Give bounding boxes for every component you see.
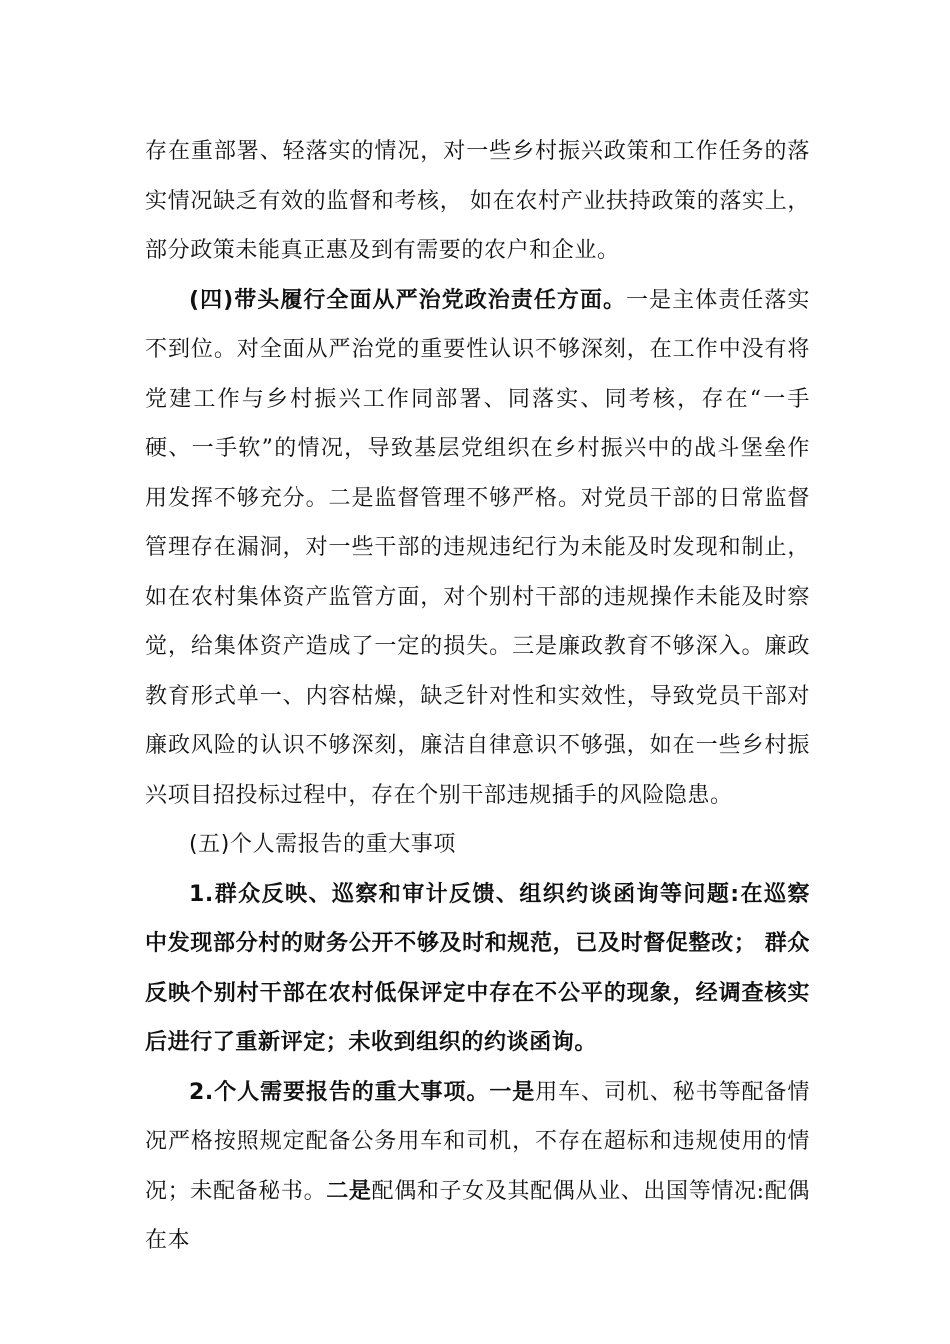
- document-body: [145, 127, 810, 1266]
- paragraph-text: 配偶和子女及其配偶从业、出国等情况:配偶在本: [145, 1178, 810, 1253]
- paragraph-inspection-feedback: [145, 870, 810, 1068]
- section-heading-5: [145, 820, 810, 870]
- paragraph-party-discipline: [145, 276, 810, 821]
- paragraph-text: 一是主体责任落实不到位。对全面从严治党的重要性认识不够深刻，在工作中没有将党建工作与乡村振兴工作同部署、同落实、同考核，存在“一手硬、一手软”的情况，导致基层党组织在乡村振兴中的战斗堡垒作用发挥不够充分。二是监督管理不够严格。对党员干部的日常监督管理存在漏洞，对一些干部的违规违纪行为未能及时发现和制止，如在农村集体资产监管方面，对个别村干部的违规操作未能及时察觉，给集体资产造成了一定的损失。三是廉政教育不够深入。廉政教育形式单一、内容枯燥，缺乏针对性和实效性，导致党员干部对廉政风险的认识不够深刻，廉洁自律意识不够强，如在一些乡村振兴项目招投标过程中，存在个别干部违规插手的风险隐患。: [145, 287, 810, 808]
- paragraph-text: 1.群众反映、巡察和审计反馈、组织约谈函询等问题:在巡察中发现部分村的财务公开不够及时和规范，已及时督促整改； 群众反映个别村干部在农村低保评定中存在不公平的现象，经调查核实后进行了重新评定；未收到组织的约谈函询。: [145, 881, 810, 1055]
- paragraph-major-matters: [145, 1068, 810, 1266]
- item-lead-second: 二是: [326, 1178, 372, 1204]
- section-heading-4: (四)带头履行全面从严治党政治责任方面。: [189, 287, 627, 313]
- item-lead-first: 一是: [489, 1079, 536, 1105]
- paragraph-text: 存在重部署、轻落实的情况，对一些乡村振兴政策和工作任务的落实情况缺乏有效的监督和考核， 如在农村产业扶持政策的落实上，部分政策未能真正惠及到有需要的农户和企业。: [145, 139, 810, 263]
- paragraph-implementation-supervision: [145, 127, 810, 276]
- section-heading-5-text: (五)个人需报告的重大事项: [189, 832, 456, 857]
- paragraph-text: 用车、司机、秘书等配备情况严格按照规定配备公务用车和司机，不存在超标和违规使用的情况；未配备秘书。: [145, 1079, 810, 1204]
- item-heading-2: 2.个人需要报告的重大事项。: [189, 1079, 490, 1105]
